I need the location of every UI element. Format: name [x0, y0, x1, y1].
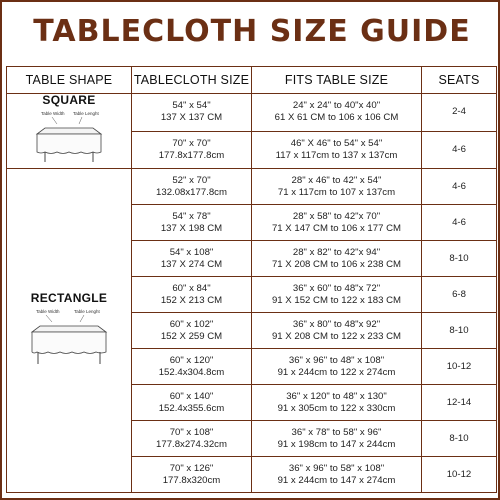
tablecloth-size-cell: 54" x 108" 137 X 274 CM — [132, 241, 252, 277]
fits-size-cell: 36" x 96" to 48" x 108" 91 x 244cm to 122 x 274cm — [252, 349, 422, 385]
seats-cell: 4-6 — [422, 169, 497, 205]
shape-cell-rectangle — [7, 169, 132, 493]
seats-cell: 2-4 — [422, 94, 497, 132]
seats-cell: 8-10 — [422, 241, 497, 277]
tablecloth-size-cell: 60" x 120" 152.4x304.8cm — [132, 349, 252, 385]
shape-label-square: SQUARE — [42, 93, 96, 107]
page-title: TABLECLOTH SIZE GUIDE — [33, 14, 471, 49]
header-fits-table-size: FITS TABLE SIZE — [252, 67, 422, 94]
header-tablecloth-size: TABLECLOTH SIZE — [132, 67, 252, 94]
shape-cell-square — [7, 94, 132, 169]
seats-cell: 8-10 — [422, 421, 497, 457]
size-table — [6, 66, 497, 493]
fits-size-cell: 46" X 46" to 54" x 54" 117 x 117cm to 137 x 137cm — [252, 131, 422, 169]
table-header-row — [7, 67, 497, 94]
fits-size-cell: 24" x 24" to 40"x 40" 61 X 61 CM to 106 x 106 CM — [252, 94, 422, 132]
square-tablecloth-icon — [27, 108, 111, 164]
shape-label-rectangle: RECTANGLE — [30, 290, 108, 305]
seats-cell: 10-12 — [422, 349, 497, 385]
tablecloth-size-cell: 60" x 140" 152.4x355.6cm — [132, 385, 252, 421]
seats-cell: 4-6 — [422, 205, 497, 241]
square-width-label: Table Width — [41, 111, 65, 116]
tablecloth-size-cell: 60" x 84" 152 X 213 CM — [132, 277, 252, 313]
tablecloth-size-cell: 70" x 70" 177.8x177.8cm — [132, 131, 252, 169]
square-length-label: Table Lenght — [73, 111, 99, 116]
fits-size-cell: 28" x 46" to 42" x 54" 71 x 117cm to 107 x 137cm — [252, 169, 422, 205]
table-row — [7, 169, 497, 205]
seats-cell: 10-12 — [422, 457, 497, 493]
fits-size-cell: 36" x 96" to 58" x 108" 91 x 244cm to 147 x 274cm — [252, 457, 422, 493]
fits-size-cell: 28" x 82" to 42"x 94" 71 X 208 CM to 106 x 238 CM — [252, 241, 422, 277]
seats-cell: 6-8 — [422, 277, 497, 313]
header-seats: SEATS — [422, 67, 497, 94]
tablecloth-size-cell: 60" x 102" 152 X 259 CM — [132, 313, 252, 349]
seats-cell: 4-6 — [422, 131, 497, 169]
fits-size-cell: 36" x 120" to 48" x 130" 91 x 305cm to 122 x 330cm — [252, 385, 422, 421]
tablecloth-size-cell: 70" x 126" 177.8x320cm — [132, 457, 252, 493]
tablecloth-size-cell: 52" x 70" 132.08x177.8cm — [132, 169, 252, 205]
fits-size-cell: 36" x 80" to 48"x 92" 91 X 208 CM to 122 x 233 CM — [252, 313, 422, 349]
rectangle-width-label: Table Width — [36, 308, 60, 314]
fits-size-cell: 36" x 60" to 48"x 72" 91 X 152 CM to 122 x 183 CM — [252, 277, 422, 313]
tablecloth-size-cell: 54" x 54" 137 X 137 CM — [132, 94, 252, 132]
tablecloth-size-cell: 70" x 108" 177.8x274.32cm — [132, 421, 252, 457]
fits-size-cell: 36" x 78" to 58" x 96" 91 x 198cm to 147 x 244cm — [252, 421, 422, 457]
rectangle-length-label: Table Lenght — [74, 308, 100, 314]
header-table-shape: TABLE SHAPE — [7, 67, 132, 94]
tablecloth-size-cell: 54" x 78" 137 X 198 CM — [132, 205, 252, 241]
table-row — [7, 94, 497, 132]
fits-size-cell: 28" x 58" to 42"x 70" 71 X 147 CM to 106 x 177 CM — [252, 205, 422, 241]
seats-cell: 12-14 — [422, 385, 497, 421]
rectangle-tablecloth-icon — [24, 306, 114, 366]
seats-cell: 8-10 — [422, 313, 497, 349]
